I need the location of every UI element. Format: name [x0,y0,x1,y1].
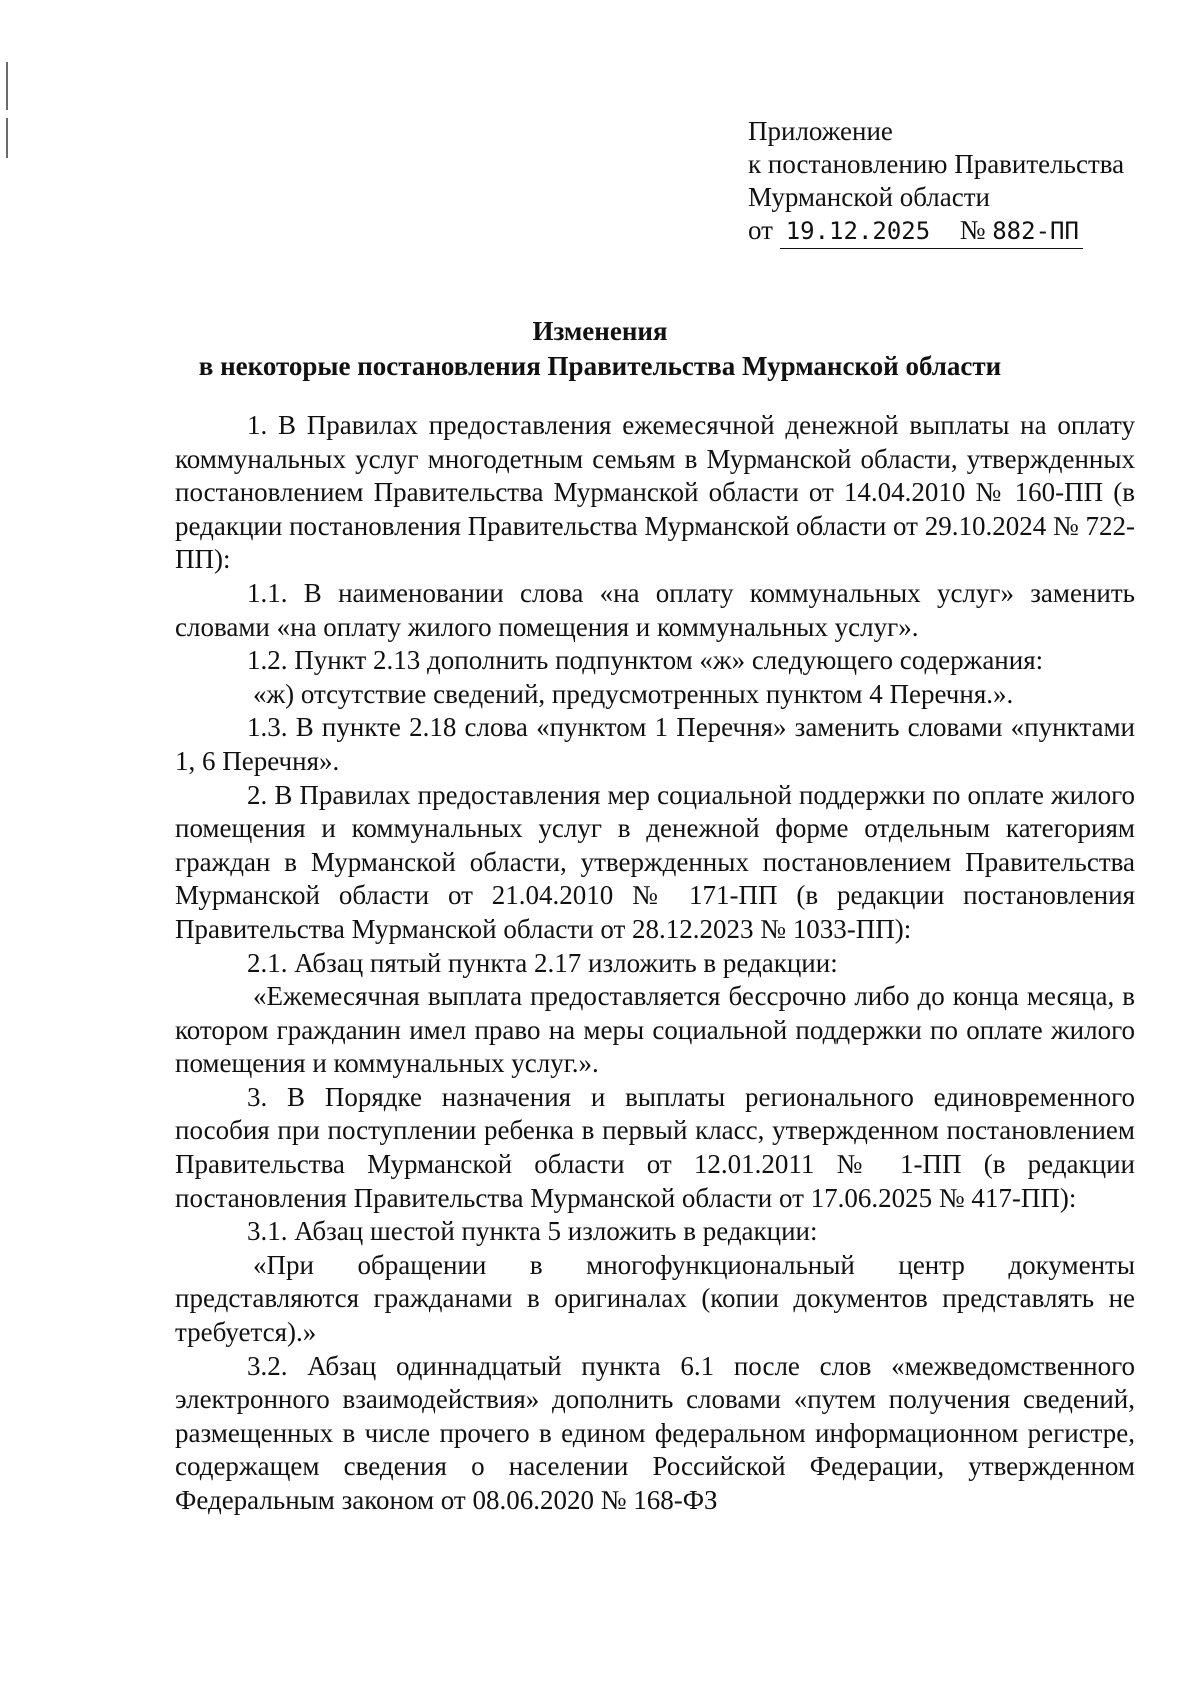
appendix-date-line [748,214,1124,249]
document-body [175,409,1135,1518]
paragraph-1-1: 1.1. В наименовании слова «на оплату коммунальных услуг» заменить словами «на оплату жилого помещения и коммунальных услуг». [175,577,1135,642]
paragraph-1: 1. В Правилах предоставления ежемесячной денежной выплаты на оплату коммунальных услуг многодетным семьям в Мурманской области, утвержденных постановлением Правительства Мурманской области от 14.04.2010 № 160-ПП (в редакции постановления Правительства Мурманской области от 29.10.2024 № 722-ПП): [175,410,1135,575]
appendix-line-2: к постановлению Правительства [748,149,1125,179]
paragraph-3-1: 3.1. Абзац шестой пункта 5 изложить в редакции: [247,1216,818,1247]
number-underline [960,214,1083,249]
resolution-date: 19.12.2025 [785,217,931,245]
margin-mark [6,62,8,110]
appendix-line-1: Приложение [748,116,893,146]
date-prefix: от [748,215,773,245]
paragraph-3-1-quote: «При обращении в многофункциональный центр документы представляются гражданами в оригиналах (копии документов представлять не требуется).» [175,1249,1135,1348]
date-underline [780,214,960,249]
paragraph-2-1-quote: «Ежемесячная выплата предоставляется бессрочно либо до конца месяца, в котором гражданин имел право на меры социальной поддержки по оплате жилого помещения и коммунальных услуг.». [175,981,1135,1079]
appendix-line-3: Мурманской области [748,182,990,212]
appendix-block [748,115,1124,249]
paragraph-1-2: 1.2. Пункт 2.13 дополнить подпунктом «ж» следующего содержания: [247,645,1044,676]
paragraph-2: 2. В Правилах предоставления мер социальной поддержки по оплате жилого помещения и коммунальных услуг в денежной форме отдельным категориям граждан в Мурманской области, утвержденных постановлением Правительства Мурманской области от 21.04.2010 № 171-ПП (в редакции постановления Правительства Мурманской области от 28.12.2023 № 1033-ПП): [175,779,1135,944]
margin-mark [6,118,8,158]
paragraph-1-3: 1.3. В пункте 2.18 слова «пунктом 1 Перечня» заменить словами «пунктами 1, 6 Перечня». [175,712,1135,776]
paragraph-1-2-quote: «ж) отсутствие сведений, предусмотренных пунктом 4 Перечня.». [253,678,1014,709]
number-prefix: № [959,215,986,245]
title-line-2: в некоторые постановления Правительства Мурманской области [198,351,1002,381]
resolution-number: 882-ПП [992,217,1079,245]
title-line-1: Изменения [532,316,668,346]
paragraph-2-1: 2.1. Абзац пятый пункта 2.17 изложить в редакции: [247,947,838,978]
paragraph-3: 3. В Порядке назначения и выплаты регионального единовременного пособия при поступлении ребенка в первый класс, утвержденном постановлением Правительства Мурманской области от 12.01.2011 № 1-ПП (в редакции постановления Правительства Мурманской области от 17.06.2025 № 417-ПП): [175,1081,1135,1213]
document-title [0,314,1200,384]
paragraph-3-2: 3.2. Абзац одиннадцатый пункта 6.1 после слов «межведомственного электронного взаимодействия» дополнить словами «путем получения сведений, размещенных в числе прочего в едином федеральном информационном регистре, содержащем сведения о населении Российской Федерации, утвержденном Федеральным законом от 08.06.2020 № 168-ФЗ [175,1350,1135,1515]
